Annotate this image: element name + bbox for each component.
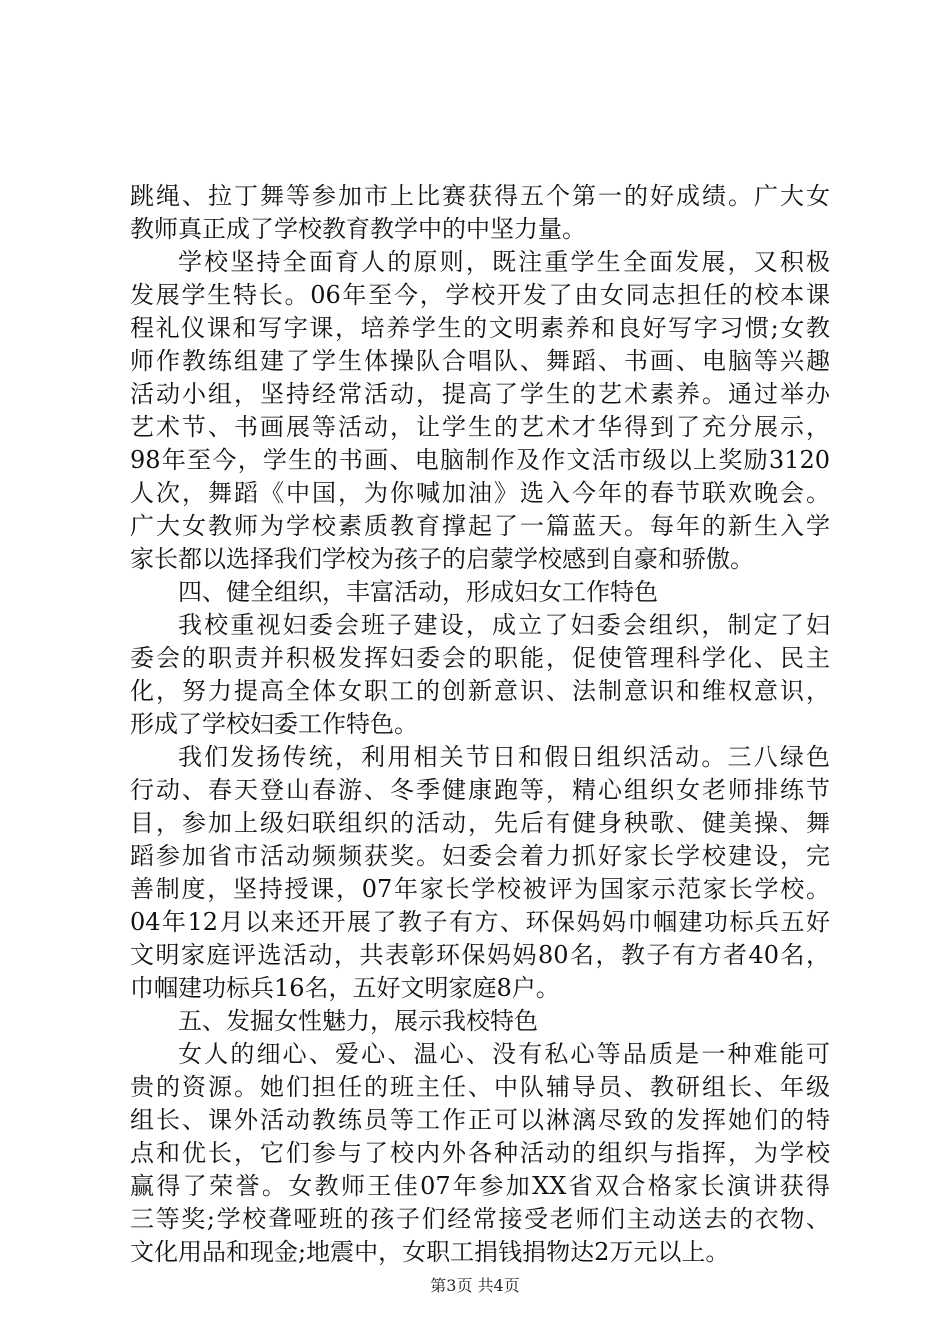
text-line: 目，参加上级妇联组织的活动，先后有健身秧歌、健美操、舞 <box>130 809 830 837</box>
text-line: 文化用品和现金;地震中，女职工捐钱捐物达2万元以上。 <box>130 1238 730 1266</box>
text-line: 五、发掘女性魅力，展示我校特色 <box>178 1007 538 1035</box>
text-line: 广大女教师为学校素质教育撑起了一篇蓝天。每年的新生入学 <box>130 512 830 540</box>
text-line: 组长、课外活动教练员等工作正可以淋漓尽致的发挥她们的特 <box>130 1106 830 1134</box>
text-line: 文明家庭评选活动，共表彰环保妈妈80名，教子有方者40名， <box>130 941 830 969</box>
text-line: 巾帼建功标兵16名，五好文明家庭8户。 <box>130 974 560 1002</box>
text-line: 教师真正成了学校教育教学中的中坚力量。 <box>130 215 586 243</box>
text-line: 活动小组，坚持经常活动，提高了学生的艺术素养。通过举办 <box>130 380 830 408</box>
text-line: 行动、春天登山春游、冬季健康跑等，精心组织女老师排练节 <box>130 776 830 804</box>
document-body <box>130 180 830 1269</box>
text-line: 跳绳、拉丁舞等参加市上比赛获得五个第一的好成绩。广大女 <box>130 182 830 210</box>
text-line: 家长都以选择我们学校为孩子的启蒙学校感到自豪和骄傲。 <box>130 545 754 573</box>
text-line: 善制度，坚持授课，07年家长学校被评为国家示范家长学校。 <box>130 875 830 903</box>
text-line: 我校重视妇委会班子建设，成立了妇委会组织，制定了妇 <box>178 611 830 639</box>
text-line: 程礼仪课和写字课，培养学生的文明素养和良好写字习惯;女教 <box>130 314 830 342</box>
text-line: 形成了学校妇委工作特色。 <box>130 710 418 738</box>
text-line: 蹈参加省市活动频频获奖。妇委会着力抓好家长学校建设，完 <box>130 842 830 870</box>
text-line: 贵的资源。她们担任的班主任、中队辅导员、教研组长、年级 <box>130 1073 830 1101</box>
text-line: 艺术节、书画展等活动，让学生的艺术才华得到了充分展示， <box>130 413 830 441</box>
text-line: 发展学生特长。06年至今，学校开发了由女同志担任的校本课 <box>130 281 830 309</box>
text-line: 赢得了荣誉。女教师王佳07年参加XX省双合格家长演讲获得 <box>130 1172 830 1200</box>
text-line: 点和优长，它们参与了校内外各种活动的组织与指挥，为学校 <box>130 1139 830 1167</box>
text-line: 女人的细心、爱心、温心、没有私心等品质是一种难能可 <box>178 1040 830 1068</box>
page-footer: 第3页 共4页 <box>430 1276 520 1295</box>
text-line: 04年12月以来还开展了教子有方、环保妈妈巾帼建功标兵五好 <box>130 908 830 936</box>
text-line: 学校坚持全面育人的原则，既注重学生全面发展，又积极 <box>178 248 830 276</box>
text-line: 四、健全组织，丰富活动，形成妇女工作特色 <box>178 578 658 606</box>
text-line: 化，努力提高全体女职工的创新意识、法制意识和维权意识， <box>130 677 830 705</box>
text-line: 师作教练组建了学生体操队合唱队、舞蹈、书画、电脑等兴趣 <box>130 347 830 375</box>
text-line: 人次，舞蹈《中国，为你喊加油》选入今年的春节联欢晚会。 <box>130 479 830 507</box>
text-line: 三等奖;学校聋哑班的孩子们经常接受老师们主动送去的衣物、 <box>130 1205 830 1233</box>
text-line: 我们发扬传统，利用相关节日和假日组织活动。三八绿色 <box>178 743 830 771</box>
text-line: 委会的职责并积极发挥妇委会的职能，促使管理科学化、民主 <box>130 644 830 672</box>
text-line: 98年至今，学生的书画、电脑制作及作文活市级以上奖励3120 <box>130 446 830 474</box>
